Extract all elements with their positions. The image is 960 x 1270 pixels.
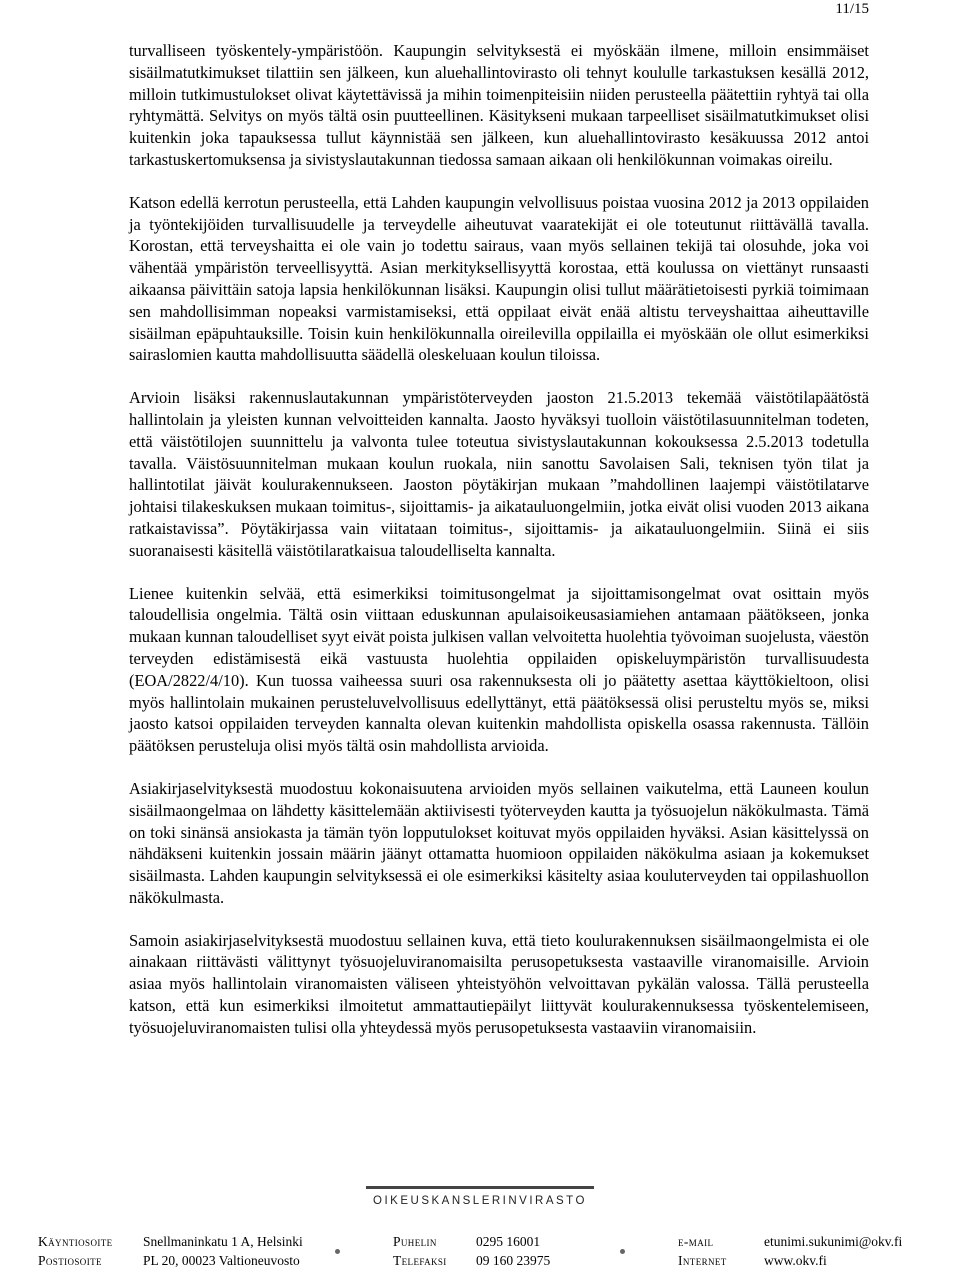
phone-label: Puhelin [393,1234,437,1249]
website-link[interactable]: www.okv.fi [764,1253,827,1268]
paragraph-1: turvalliseen työskentely-ympäristöön. Kaupungin selvityksestä ei myöskään ilmene, milloin ensimmäiset sisäilmatutkimukset tilattiin sen jälkeen, kun aluehallintovirasto oli tehnyt koululle tarkastuksen kesällä 2012, milloin tutkimustulokset olivat käytettävissä ja mihin toimenpiteisiin niiden perusteella päätettiin ryhtyä tai olla ryhtymättä. Selvitys on myös tältä osin puutteellinen. Käsitykseni mukaan tarpeelliset sisäilmatutkimukset olisi kuitenkin joka tapauksessa tullut käynnistää sen jälkeen, kun aluehallintovirasto kesäkuussa 2012 antoi tarkastuskertomuksensa ja sivistyslautakunnan tiedossa samaan aikaan oli henkilökunnan voimakas oireilu. [129,41,869,169]
agency-logo [366,1186,594,1207]
paragraph-6: Samoin asiakirjaselvityksestä muodostuu sellainen kuva, että tieto koulurakennuksen sisäilmaongelmista ei ole ainakaan riittävästi välittynyt työsuojeluviranomaisilta perusopetuksesta vastaaville viranomaisille. Arvioin asiaa myös hallintolain viranomaisten väliseen yhteistyöhön velvoittavan pykälän valossa. Tällä perusteella katson, että kun esimerkiksi ilmoitetut ammattautiepäilyt liittyvät koulurakennuksessa työskentelemiseen, työsuojeluviranomaisten tulisi olla yhteydessä myös perusopetuksesta vastaaviin viranomaisiin. [129,930,869,1037]
email-address[interactable]: etunimi.sukunimi@okv.fi [764,1234,903,1249]
paragraph-2: Katson edellä kerrotun perusteella, että Lahden kaupungin velvollisuus poistaa vuosina 2012 ja 2013 oppilaiden ja työntekijöiden turvallisuudelle ja terveydelle aiheutuvat vaaratekijät ei ole toteutunut riittävällä tavalla. Korostan, että terveyshaitta ei ole vain jo todettu sairaus, vaan myös sellainen tekijä tai olosuhde, joka voi vähentää ympäristön terveellisyyttä. Asian merkityksellisyyttä korostaa, että koulussa on viettänyt runsaasti aikaansa päivittäin satoja lapsia henkilökunnan lisäksi. Kaupungin olisi tullut määrätietoisesti pyrkiä toimimaan sen mahdollisimman nopeaksi varmistamiseksi, että oppilaat eivät enää altistu terveyshaittaa aiheuttaville sisäilman epäpuhtauksille. Toisin kuin henkilökunnalla oireilevilla oppilailla ei myöskään ole ollut esimerkiksi sairaslomien kautta mahdollisuutta säädellä oleskeluaan koulun tiloissa. [129,192,869,365]
visiting-address: Snellmaninkatu 1 A, Helsinki [143,1234,303,1249]
footer-row-1 [38,1232,918,1251]
logo-text: OIKEUSKANSLERINVIRASTO [373,1195,587,1207]
fax-number: 09 160 23975 [476,1253,551,1268]
internet-label: Internet [678,1253,727,1268]
page-number: 11/15 [835,1,869,17]
document-body [129,40,869,1060]
paragraph-4: Lienee kuitenkin selvää, että esimerkiksi toimitusongelmat ja sijoittamisongelmat ovat osittain myös taloudellisia ongelmia. Tältä osin viittaan eduskunnan apulaisoikeusasiamiehen antamaan päätökseen, jonka mukaan kunnan taloudelliset syyt eivät poista julkisen vallan velvoitetta huolehtia työvoiman suojelusta, väestön terveyden edistämisestä eikä vastuusta huolehtia oppilaiden opiskeluympäristön turvallisuudesta (EOA/2822/4/10). Kun tuossa vaiheessa suuri osa rakennuksesta oli jo päätetty asettaa käyttökieltoon, olisi myös hallintolain mukainen perusteluvelvollisuus edellyttänyt, että päätöksessä olisi perusteltu myös se, miksi jaosto katsoi oppilaiden terveyden kannalta olevan kuitenkin mahdollista opiskella osassa rakennusta. Tällöin päätöksen perusteluja olisi myös tältä osin mahdollista arvioida. [129,583,869,756]
fax-label: Telefaksi [393,1253,447,1268]
paragraph-5: Asiakirjaselvityksestä muodostuu kokonaisuutena arvioiden myös sellainen vaikutelma, että Launeen koulun sisäilmaongelmaa on lähdetty käsittelemään aktiivisesti työterveyden kautta ja työsuojelun näkökulmasta. Tämä on toki sinänsä ansiokasta ja tämän työn lopputulokset koituvat myös oppilaiden hyväksi. Asian käsittelyssä on nähdäkseni kuitenkin jossain määrin jäänyt ottamatta huomioon oppilaiden näkökulma asiaan ja kokemukset sisäilmasta. Lahden kaupungin selvityksessä ei ole esimerkiksi käsitelty asiaa kouluterveyden tai oppilashuollon näkökulmasta. [129,778,869,907]
email-label: e-mail [678,1234,714,1249]
footer-contact-info [38,1232,918,1270]
paragraph-3: Arvioin lisäksi rakennuslautakunnan ympäristöterveyden jaoston 21.5.2013 tekemää väistötilapäätöstä hallintolain ja yleisten kunnan velvoitteiden kannalta. Jaosto hyväksyi tuolloin väistötilasuunnitelman todeten, että väistötilojen suunnittelu ja valvonta tulee toteutua sivistyslautakunnan kokouksessa 2.5.2013 todetulla tavalla. Väistösuunnitelman mukaan koulun ruokala, niin sanottu Savolaisen Sali, teknisen työn tilat ja hallintotilat jäivät koulurakennukseen. Jaoston pöytäkirjan mukaan ”mahdollinen laajempi väistötilatarve johtaisi tilakeskuksen mukaan toimitus-, sijoittamis- ja aikatauluongelmiin, jotka eivät olisi vuoden 2013 aikana ratkaistavissa”. Pöytäkirjassa vain viitataan toimitus-, sijoittamis- ja aikatauluongelmiin. Siinä ei siis suoranaisesti käsitellä väistötilaratkaisua taloudelliselta kannalta. [129,388,869,560]
phone-number: 0295 16001 [476,1234,541,1249]
logo-bar [366,1186,594,1189]
postal-address-label: Postiosoite [38,1253,102,1268]
visiting-address-label: Käyntiosoite [38,1234,113,1249]
footer-row-2 [38,1251,918,1270]
postal-address: PL 20, 00023 Valtioneuvosto [143,1253,300,1268]
